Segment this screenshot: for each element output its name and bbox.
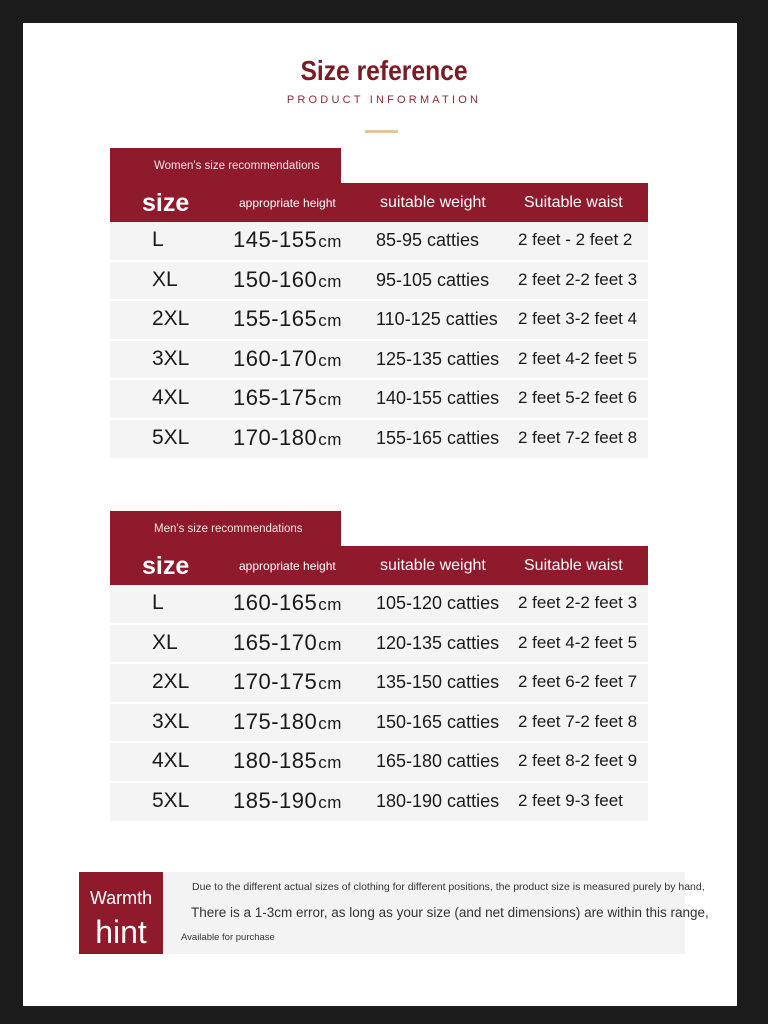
- size-cell: 5XL: [152, 788, 190, 812]
- waist-cell: 2 feet 2-2 feet 3: [518, 593, 638, 612]
- weight-cell: 155-165 catties: [376, 427, 500, 448]
- men-table-header: [110, 546, 648, 585]
- waist-cell: 2 feet 4-2 feet 5: [518, 348, 638, 368]
- height-cell: [233, 664, 342, 702]
- height-value: 185-190: [233, 787, 318, 813]
- height-unit: cm: [318, 634, 342, 654]
- height-unit: cm: [318, 792, 342, 812]
- waist-cell: 2 feet - 2 feet 2: [518, 230, 633, 249]
- men-table-tab: Men's size recommendations: [110, 511, 341, 547]
- height-value: 160-165: [233, 590, 318, 615]
- height-value: 180-185: [233, 748, 318, 774]
- height-cell: [233, 625, 342, 663]
- page-title: Size reference: [300, 55, 468, 86]
- height-cell: [233, 301, 342, 339]
- size-cell: 2XL: [152, 307, 190, 331]
- warmth-hint-panel: [79, 872, 709, 954]
- hint-text-line-1: Due to the different actual sizes of clothing for different positions, the product size is measured purely by hand,: [192, 881, 705, 893]
- column-header-height: appropriate height: [239, 196, 336, 210]
- table-row: [110, 380, 648, 420]
- page-subtitle: PRODUCT INFORMATION: [286, 94, 482, 106]
- height-unit: cm: [318, 595, 342, 614]
- size-cell: L: [152, 591, 164, 614]
- height-unit: cm: [318, 429, 342, 449]
- weight-cell: 150-165 catties: [376, 711, 500, 732]
- height-unit: cm: [318, 350, 342, 370]
- women-size-table: [110, 148, 648, 454]
- column-header-size: size: [142, 189, 190, 217]
- table-row: [110, 664, 648, 704]
- size-cell: 5XL: [152, 425, 190, 449]
- women-table-tab: Women's size recommendations: [110, 148, 341, 184]
- height-cell: [233, 585, 342, 623]
- size-cell: 4XL: [152, 749, 190, 773]
- waist-cell: 2 feet 7-2 feet 8: [518, 711, 638, 731]
- column-header-waist: Suitable waist: [524, 194, 623, 211]
- height-unit: cm: [318, 713, 342, 733]
- height-unit: cm: [318, 232, 342, 251]
- height-value: 175-180: [233, 708, 318, 734]
- height-unit: cm: [318, 674, 342, 694]
- height-value: 160-170: [233, 345, 318, 371]
- weight-cell: 110-125 catties: [376, 309, 498, 330]
- table-row: [110, 783, 648, 823]
- height-cell: [233, 783, 342, 821]
- size-cell: 2XL: [152, 670, 190, 694]
- height-value: 165-175: [233, 385, 318, 411]
- table-row: [110, 625, 648, 665]
- column-header-waist: Suitable waist: [524, 557, 623, 574]
- height-unit: cm: [318, 271, 342, 291]
- table-row: [110, 743, 648, 783]
- size-cell: 4XL: [152, 386, 190, 410]
- weight-cell: 135-150 catties: [376, 672, 500, 693]
- height-cell: [233, 420, 342, 458]
- waist-cell: 2 feet 3-2 feet 4: [518, 309, 638, 329]
- hint-label-top: Warmth: [89, 888, 153, 908]
- women-table-header: [110, 183, 648, 222]
- weight-cell: 125-135 catties: [376, 348, 500, 369]
- weight-cell: 140-155 catties: [376, 388, 500, 409]
- height-value: 150-160: [233, 266, 318, 292]
- height-value: 145-155: [233, 227, 318, 252]
- height-cell: [233, 743, 342, 781]
- height-value: 165-170: [233, 629, 318, 655]
- table-row: [110, 341, 648, 381]
- waist-cell: 2 feet 8-2 feet 9: [518, 751, 638, 771]
- height-unit: cm: [318, 311, 342, 331]
- height-unit: cm: [318, 390, 342, 410]
- weight-cell: 180-190 catties: [376, 790, 500, 811]
- size-cell: XL: [152, 630, 178, 654]
- hint-text-line-3: Available for purchase: [181, 932, 275, 943]
- weight-cell: 120-135 catties: [376, 632, 500, 653]
- waist-cell: 2 feet 7-2 feet 8: [518, 427, 638, 447]
- weight-cell: 95-105 catties: [376, 269, 490, 290]
- waist-cell: 2 feet 4-2 feet 5: [518, 632, 638, 652]
- height-value: 155-165: [233, 306, 318, 332]
- height-cell: [233, 262, 342, 300]
- height-cell: [233, 222, 342, 260]
- weight-cell: 165-180 catties: [376, 751, 500, 772]
- weight-cell: 85-95 catties: [376, 230, 480, 250]
- size-cell: L: [152, 228, 164, 251]
- height-cell: [233, 704, 342, 742]
- waist-cell: 2 feet 6-2 feet 7: [518, 672, 638, 692]
- size-cell: XL: [152, 267, 178, 291]
- hint-text-line-2: There is a 1-3cm error, as long as your size (and net dimensions) are within this range,: [191, 905, 709, 920]
- men-table-body: [110, 585, 648, 823]
- hint-label-bottom: hint: [95, 914, 147, 950]
- table-row: [110, 420, 648, 460]
- table-row: [110, 262, 648, 302]
- waist-cell: 2 feet 2-2 feet 3: [518, 269, 638, 289]
- column-header-size: size: [142, 552, 190, 580]
- waist-cell: 2 feet 9-3 feet: [518, 790, 623, 810]
- column-header-weight: suitable weight: [380, 557, 486, 574]
- title-divider: [365, 130, 398, 133]
- table-row: [110, 222, 648, 262]
- men-size-table: [110, 511, 648, 817]
- height-unit: cm: [318, 753, 342, 773]
- size-cell: 3XL: [152, 346, 190, 370]
- women-table-body: [110, 222, 648, 460]
- table-row: [110, 704, 648, 744]
- waist-cell: 2 feet 5-2 feet 6: [518, 388, 638, 408]
- table-row: [110, 301, 648, 341]
- height-value: 170-175: [233, 669, 318, 695]
- table-row: [110, 585, 648, 625]
- size-cell: 3XL: [152, 709, 190, 733]
- warmth-hint-badge: [79, 872, 163, 954]
- height-cell: [233, 380, 342, 418]
- column-header-height: appropriate height: [239, 559, 336, 573]
- height-cell: [233, 341, 342, 379]
- height-value: 170-180: [233, 424, 318, 450]
- weight-cell: 105-120 catties: [376, 593, 500, 613]
- column-header-weight: suitable weight: [380, 194, 486, 211]
